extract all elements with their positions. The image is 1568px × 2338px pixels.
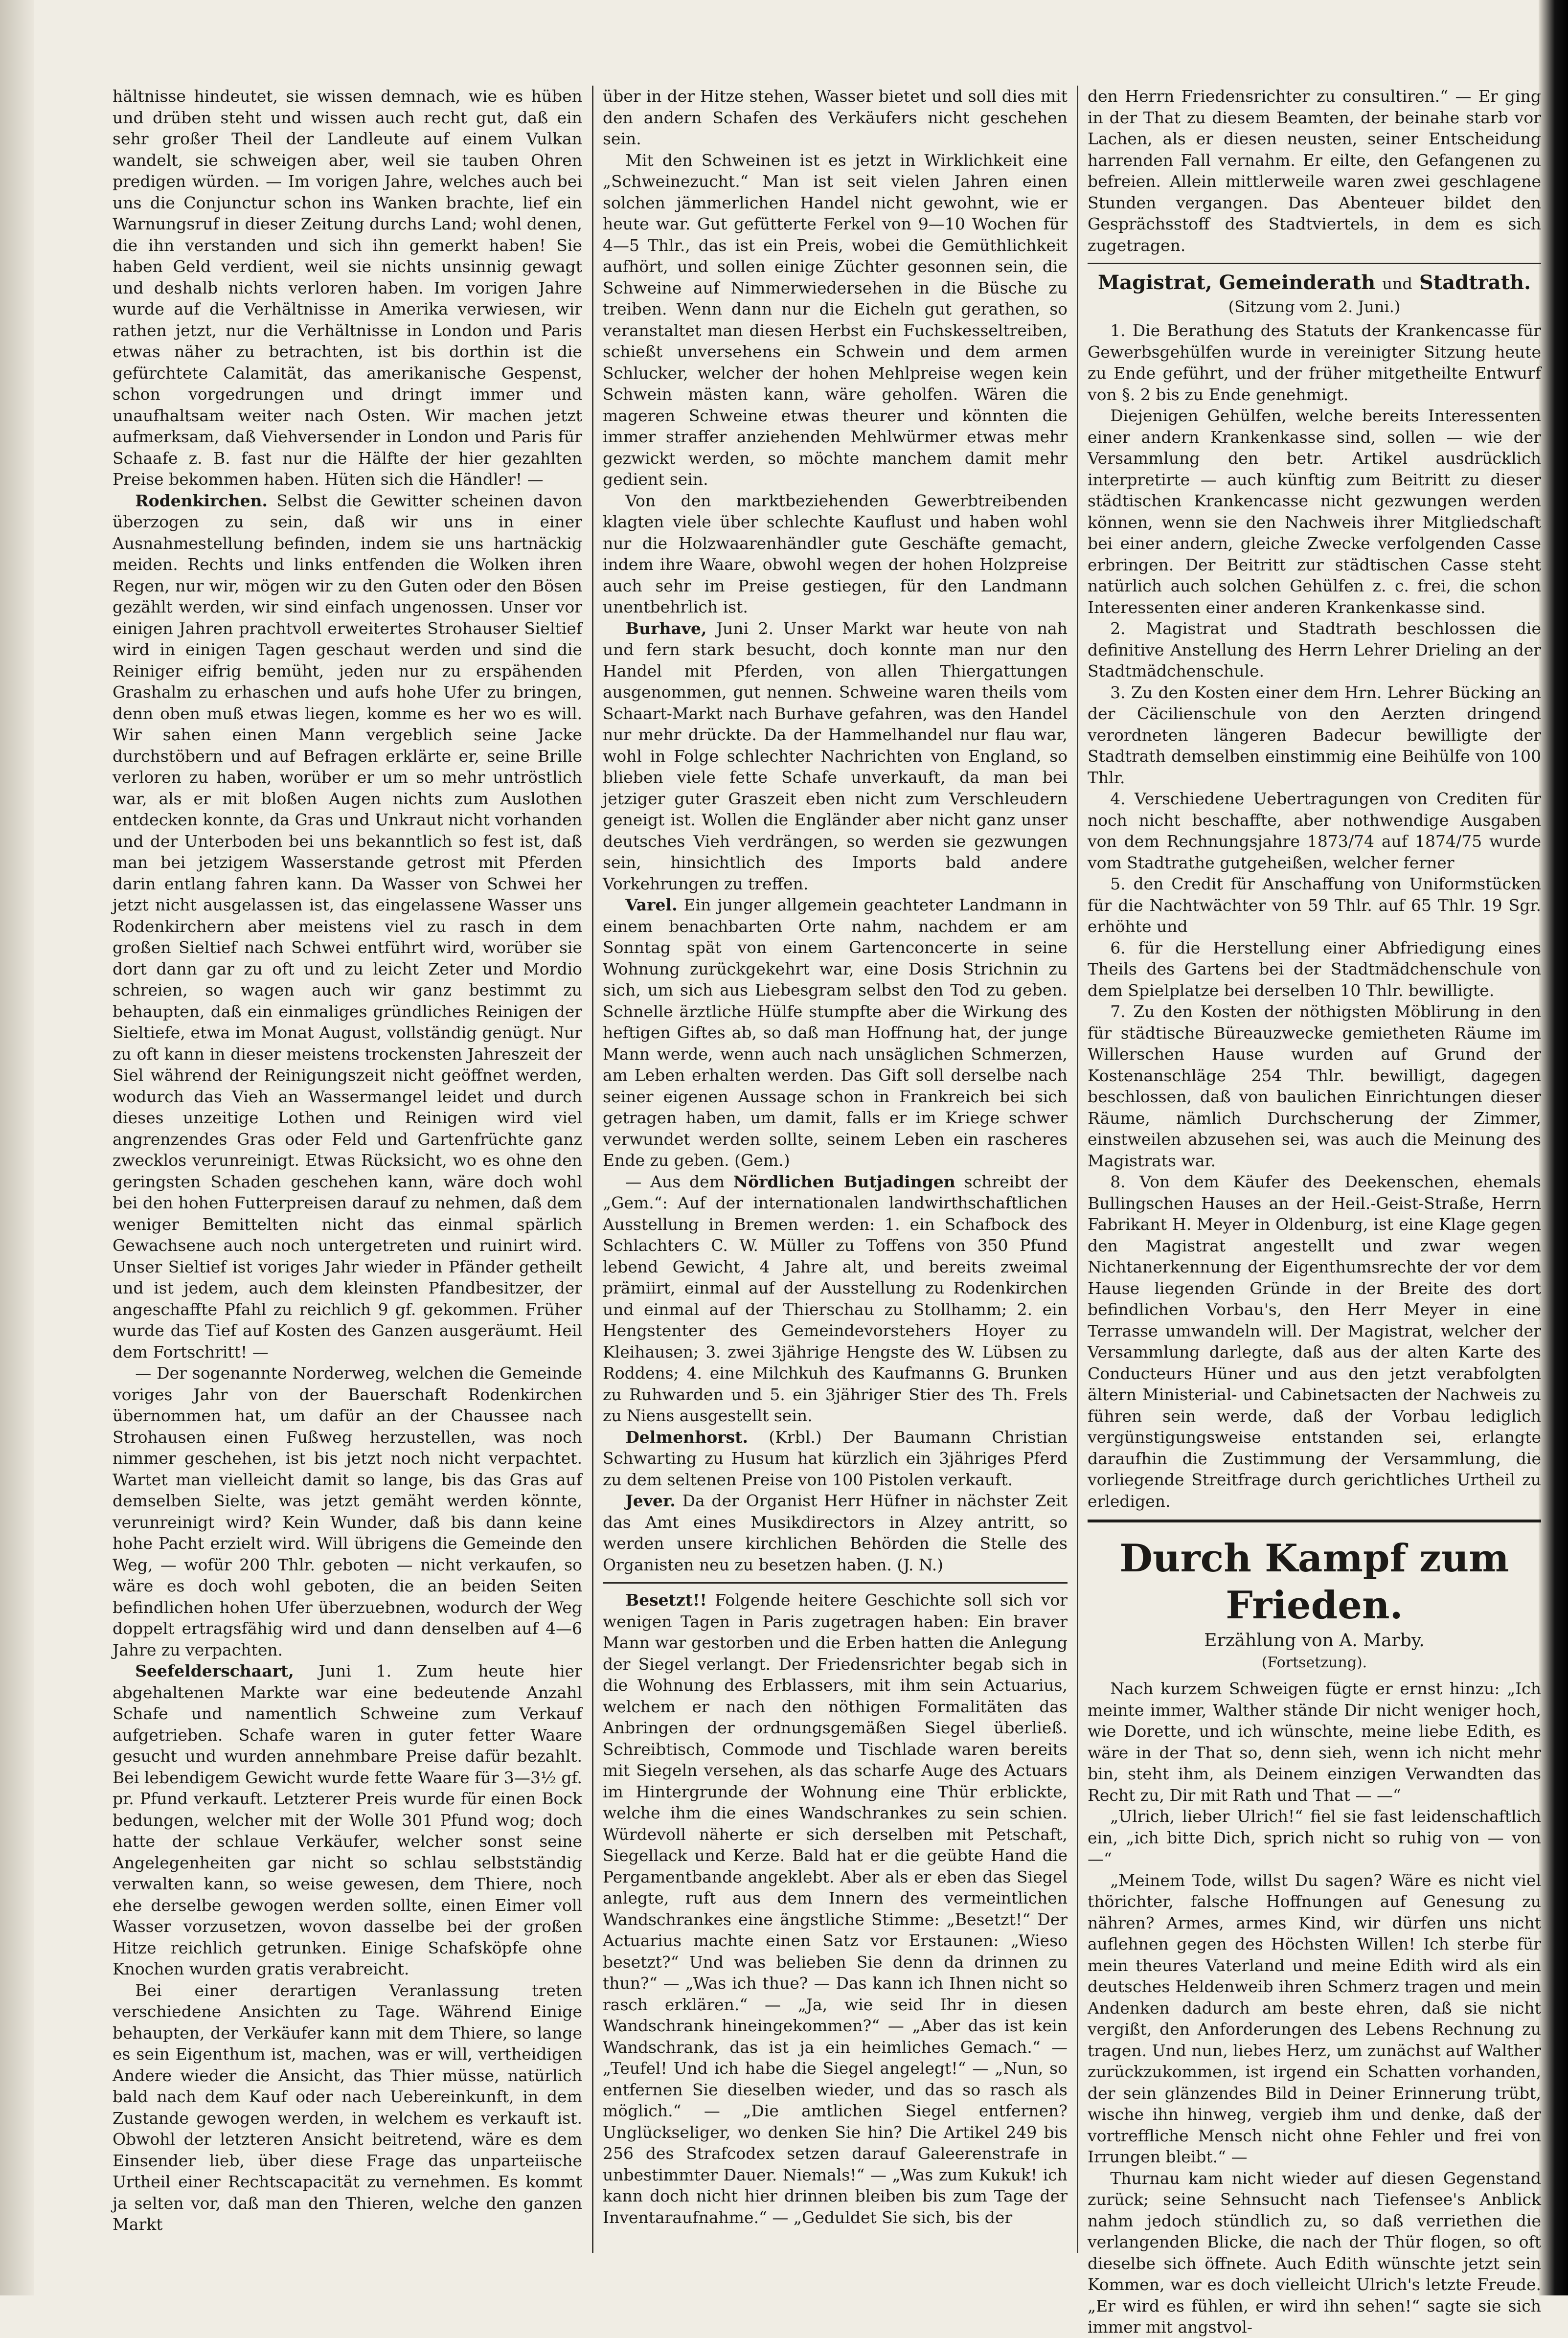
article-text: 7. Zu den Kosten der nöthigsten Möblirung in den für städtische Büreauzwecke gemietheten Räume im Willerschen Hause wurden auf Grund der Kostenanschläge 254 Thlr. bewilligt, dagegen beschlossen, daß von baulichen Einrichtungen dieser Räume, nämlich Durchscherung der Zimmer, einstweilen abzusehen sei, was auch die Meinung des Magistrats war. — [1088, 1002, 1541, 1170]
article-text: — Aus dem — [625, 1172, 725, 1191]
article-paragraph — [603, 1171, 1068, 1427]
article-text: 5. den Credit für Anschaffung von Uniformstücken für die Nachtwächter von 59 Thlr. auf 65 Thlr. 19 Sgr. erhöhte und — [1088, 874, 1541, 936]
serial-continuation-note: (Fortsetzung). — [1261, 1654, 1367, 1671]
article-text: 1. Die Berathung des Statuts der Krankencasse für Gewerbsgehülfen wurde in vereinigter Sitzung heute zu Ende geführt, und der früher mitgetheilte Entwurf von §. 2 bis zu Ende genehmigt. — [1088, 321, 1541, 404]
article-text: Folgende heitere Geschichte soll sich vor wenigen Tagen in Paris zugetragen haben: Ein braver Mann war gestorben und die Erben hatten die Anlegung der Siegel verlangt. Der Friedensrichter begab sich in die Wohnung des Erblassers, mit ihm sein Actuarius, welchem er nach den nöthigen Formalitäten das Anbringen der ordnungsgemäßen Siegel überließ. Schreibtisch, Commode und Tischlade waren bereits mit Siegeln versehen, als das scharfe Auge des Actuars im Hintergrunde der Wohnung eine Thür erblickte, welche ihm die eines Wandschrankes zu sein schien. Würdevoll näherte er sich derselben mit Petschaft, Siegellack und Kerze. Bald hat er die geübte Hand die Pergamentbande angeklebt. Aber als er eben das Siegel anlegte, ruft aus dem Innern des vermeintlichen Wandschrankes eine ängstliche Stimme: „Besetzt!“ Der Actuarius machte einen Satz vor Erstaunen: „Wieso besetzt?“ Und was belieben Sie denn da drinnen zu thun?“ — „Was ich thue? — Das kann ich Ihnen nicht so rasch erklären.“ — „Ja, wie seid Ihr in diesen Wandschrank hineingekommen?“ — „Aber das ist kein Wandschrank, das ist ja ein heimliches Gemach.“ — „Teufel! Und ich habe die Siegel angelegt!“ — „Nun, so entfernen Sie dieselben wieder, und das so rasch als möglich.“ — „Die amtlichen Siegel entfernen? Unglückseliger, wo denken Sie hin? Die Artikel 249 bis 256 des Strafcodex setzen darauf Galeerenstrafe in unbestimmter Dauer. Niemals!“ — „Was zum Kukuk! ich kann doch nicht hier drinnen bleiben bis zum Tage der Inventaraufnahme.“ — „Geduldet Sie sich, bis der — [603, 1590, 1068, 2227]
article-paragraph — [603, 894, 1068, 1171]
section-heading-part: Magistrat, Gemeinderath — [1097, 271, 1376, 294]
article-text: Juni 2. Unser Markt war heute von nah und fern stark besucht, doch konnte man nur den Handel mit Pferden, von allen Thiergattungen ausgenommen, gut nennen. Schweine waren theils vom Schaart-Markt nach Burhave gefahren, was den Handel nur mehr drückte. Da der Hammelhandel nur flau war, wohl in Folge schlechter Nachrichten von England, so blieben viele fette Schafe unverkauft, da man bei jetziger guter Graszeit eben nicht zum Verschleudern geneigt ist. Wollen die Engländer aber nicht ganz unser deutsches Vieh verdrängen, so werden sie gezwungen sein, hinsichtlich des Imports bald andere Vorkehrungen zu treffen. — [603, 618, 1068, 893]
story-paragraph: Thurnau kam nicht wieder auf diesen Gegenstand zurück; seine Sehnsucht nach Tiefensee's Anblick nahm jedoch stündlich zu, so daß verriethen die verlangenden Blicke, die nach der Thür flogen, so oft dieselbe sich öffnete. Auch Edith wünschte jetzt sein Kommen, war es doch vielleicht Ulrich's letzte Freude. „Er wird es fühlen, er wird ihn sehen!“ sagte sie sich immer mit angstvol- — [1088, 2168, 1541, 2337]
article-text: Von den marktbeziehenden Gewerbtreibenden klagten viele über schlechte Kauflust und haben wohl nur die Holzwaarenhändler gute Geschäfte gemacht, indem ihre Waare, obwohl wegen der hohen Holzpreise auch sehr im Preise gestiegen, für den Landmann unentbehrlich ist. — [603, 491, 1068, 616]
newspaper-page — [113, 86, 1541, 2337]
article-separator — [1088, 263, 1541, 264]
article-dateline: Rodenkirchen. — [135, 491, 268, 510]
article-paragraph — [603, 1427, 1068, 1491]
column-rule — [592, 86, 593, 2253]
article-text: 8. Von dem Käufer des Deekenschen, ehemals Bullingschen Hauses an der Heil.-Geist-Straße, Herrn Fabrikant H. Meyer in Oldenburg, ist eine Klage gegen den Magistrat angestellt und zwar wegen Nichtanerkennung der Eigenthumsrechte der vor dem Hause liegenden Gründe in der Breite des dort befindlichen Vorbau's, den Herr Meyer in eine Terrasse umwandeln will. Der Magistrat, welcher der Versammlung darlegte, daß aus der alten Karte des Conducteurs Hüner und aus den jetzt verabfolgten ältern Ministerial- und Cabinetsacten der Nachweis zu führen sein werde, daß der Vorbau lediglich vergünstigungsweise entstanden sei, erlangte daraufhin die Zustimmung der Versammlung, die vorliegende Streitfrage durch gerichtliches Urtheil zu erledigen. — [1088, 1172, 1541, 1511]
serial-author: Erzählung von A. Marby. — [1204, 1631, 1425, 1651]
column-1 — [113, 86, 582, 2253]
column-3 — [1088, 86, 1541, 2337]
article-text: Diejenigen Gehülfen, welche bereits Interessenten einer andern Krankenkasse sind, sollen — wie der Versammlung den betr. Artikel ausdrücklich interpretirte — auch künftig zum Beitritt zu dieser städtischen Krankencasse nicht gezwungen werden können, wenn sie den Nachweis ihrer Mitgliedschaft bei einer andern, gleiche Zwecke verfolgenden Casse erbringen. Der Beitritt zur städtischen Casse steht natürlich auch solchen Gehülfen z. c. frei, die schon Interessenten einer anderen Krankenkasse sind. — [1088, 406, 1541, 617]
story-paragraph: „Meinem Tode, willst Du sagen? Wäre es nicht viel thörichter, falsche Hoffnungen auf Genesung zu nähren? Armes, armes Kind, wir dürfen uns nicht auflehnen gegen des Höchsten Willen! Ich sterbe für mein theures Vaterland und meine Edith wird als ein deutsches Heldenweib ihren Schmerz tragen und mein Andenken dadurch am beste ehren, daß sie nicht vergißt, den Anforderungen des Lebens Rechnung zu tragen. Und nun, liebes Herz, um zunächst auf Walther zurückzukommen, ist irgend ein Schatten vorhanden, der sein glänzendes Bild in Deiner Erinnerung trübt, wische ihn hinweg, vergieb ihm und denke, daß der vortreffliche Mensch nicht ohne Fehler und frei von Irrungen bleibt.“ — — [1088, 1870, 1541, 2166]
story-paragraph: Nach kurzem Schweigen fügte er ernst hinzu: „Ich meinte immer, Walther stände Dir nicht weniger hoch, wie Dorette, und ich wünschte, meine liebe Edith, es wäre in der That so, denn sieh, wenn ich nicht mehr bin, steht ihm, als Deinem einzigen Verwandten das Recht zu, Dir mit Rath und That — —“ — [1088, 1679, 1541, 1805]
article-text: 6. für die Herstellung einer Abfriedigung eines Theils des Gartens bei der Stadtmädchenschule von dem Spielplatze bei derselben 10 Thlr. bewilligte. — [1088, 938, 1541, 1000]
column-2 — [603, 86, 1068, 2253]
article-text: Ein junger allgemein geachteter Landmann in einem benachbarten Orte nahm, nachdem er am Sonntag spät von einem Gartenconcerte in seine Wohnung zurückgekehrt war, eine Dosis Strichnin zu sich, um sich aus Liebesgram selbst den Tod zu geben. Schnelle ärztliche Hülfe stumpfte aber die Wirkung des heftigen Giftes ab, so daß man Hoffnung hat, der junge Mann werde, wenn auch nach unsäglichen Schmerzen, am Leben erhalten werden. Das Gift soll derselbe nach seiner eigenen Aussage schon in Frankreich bei sich getragen haben, um damit, falls er im Kriege schwer verwundet werden sollte, seinem Leben ein rascheres Ende zu geben. (Gem.) — [603, 895, 1068, 1170]
article-dateline: Nördlichen Butjadingen — [733, 1172, 955, 1191]
article-paragraph — [113, 490, 582, 1363]
article-paragraph — [603, 1490, 1068, 1575]
serial-title: Durch Kampf zum Frieden. — [1119, 1536, 1509, 1628]
session-date: (Sitzung vom 2. Juni.) — [1228, 297, 1401, 316]
article-text: 3. Zu den Kosten einer dem Hrn. Lehrer Bücking an der Cäcilienschule von den Aerzten dringend verordneten längeren Badecur bewilligte der Stadtrath demselben einstimmig eine Beihülfe von 100 Thlr. — [1088, 682, 1541, 787]
article-text: — Der sogenannte Norderweg, welchen die Gemeinde voriges Jahr von der Bauerschaft Rodenkirchen übernommen hat, um dafür an der Chaussee nach Strohausen einen Fußweg herzustellen, was noch nimmer geschehen, ist bis jetzt noch nicht verpachtet. Wartet man vielleicht damit so lange, bis das Gras auf demselben Sielte, was jetzt gemäht werden könnte, verunreinigt wird? Kein Wunder, daß bis dann keine hohe Pacht erzielt wird. Will übrigens die Gemeinde den Weg, — wofür 200 Thlr. geboten — nicht verkaufen, so wäre es doch wohl geboten, die an beiden Seiten befindlichen hohen Ufer überzuebnen, wodurch der Weg doppelt ertragsfähig wird und dann denselben auf 4—6 Jahre zu verpachten. — [113, 1363, 582, 1659]
article-paragraph — [113, 1660, 582, 1980]
page-binding-shadow — [0, 0, 34, 2295]
article-dateline: Varel. — [625, 895, 678, 914]
article-dateline: Delmenhorst. — [625, 1427, 748, 1447]
article-dateline: Burhave, — [625, 618, 707, 638]
story-paragraph: „Ulrich, lieber Ulrich!“ fiel sie fast leidenschaftlich ein, „ich bitte Dich, sprich nicht so ruhig von — von —“ — [1088, 1807, 1541, 1868]
article-text: Da der Organist Herr Hüfner in nächster Zeit das Amt eines Musikdirectors in Alzey antritt, so werden unsere kirchlichen Behörden die Stelle des Organisten neu zu besetzen haben. (J. N.) — [603, 1491, 1068, 1574]
article-text: über in der Hitze stehen, Wasser bietet und soll dies mit den andern Schafen des Verkäufers nicht geschehen sein. — [603, 87, 1068, 148]
article-text: (Krbl.) Der Baumann Christian Schwarting zu Husum hat kürzlich ein 3jähriges Pferd zu dem seltenen Preise von 100 Pistolen verkauft. — [603, 1427, 1068, 1489]
section-heading-part: Stadtrath. — [1419, 271, 1531, 294]
article-dateline: Jever. — [625, 1491, 676, 1510]
article-text: 2. Magistrat und Stadtrath beschlossen die definitive Anstellung des Herrn Lehrer Drieling an der Stadtmädchenschule. — [1088, 619, 1541, 681]
article-dateline: Seefelderschaart, — [135, 1661, 294, 1680]
column-rule — [1077, 86, 1078, 2253]
article-text: hältnisse hindeutet, sie wissen demnach, wie es hüben und drüben steht und wissen auch recht gut, daß ein sehr großer Theil der Landleute auf einem Vulkan wandelt, sie schweigen aber, weil sie tauben Ohren predigen würden. — Im vorigen Jahre, welches auch bei uns die Conjunctur schon ins Wanken brachte, lief ein Warnungsruf in dieser Zeitung durchs Land; wohl denen, die ihn verstanden und sich ihn gemerkt haben! Sie haben Geld verdient, weil sie nichts unsinnig gewagt und deshalb nichts verloren haben. Im vorigen Jahre wurde auf die Verhältnisse in Amerika verwiesen, wir rathen jetzt, nur die Verhältnisse in London und Paris etwas näher zu betrachten, ist bis dorthin ist die gefürchtete Calamität, das amerikanische Gespenst, schon vorgedrungen und dringt immer und unaufhaltsam weiter nach Osten. Wir machen jetzt aufmerksam, daß Viehversender in London und Paris für Schaafe z. B. fast nur die Hälfte der hier gezahlten Preise bekommen haben. Hüten sich die Händler! — — [113, 87, 582, 489]
article-text: Juni 1. Zum heute hier abgehaltenen Markte war eine bedeutende Anzahl Schafe und namentlich Schweine zum Verkauf aufgetrieben. Schafe waren in guter fetter Waare gesucht und wurden annehmbare Preise dafür bezahlt. Bei lebendigem Gewicht wurde fette Waare für 3—3½ gf. pr. Pfund verkauft. Letzterer Preis wurde für einen Bock bedungen, welcher mit der Wolle 301 Pfund wog; doch hatte der schlaue Verkäufer, welcher sonst seine Angelegenheiten gar nicht so schlau selbstständig verwalten kann, so weise gewesen, dem Thiere, noch ehe derselbe gewogen werden sollte, einen Eimer voll Wasser vorzusetzen, wovon dasselbe bei der großen Hitze reichlich getrunken. Einige Schafsköpfe ohne Knochen wurden gratis verabreicht. — [113, 1661, 582, 1978]
article-text: Selbst die Gewitter scheinen davon überzogen zu sein, daß wir uns in einer Ausnahmestellung befinden, indem sie uns hartnäckig meiden. Rechts und links entfenden die Wolken ihren Regen, nur wir, mögen wir zu den Guten oder den Bösen gezählt werden, wir sind einfach ungenossen. Unser vor einigen Jahren prachtvoll erweitertes Strohauser Sieltief wird in einigen Tagen geschaut werden und sind die Reiniger eifrig bemüht, jeden nur zu erspähenden Grashalm zu erhaschen und aufs hohe Ufer zu bringen, denn oben muß etwas liegen, komme es her wo es will. Wir sahen einen Mann vergeblich seine Jacke durchstöbern und auf Befragen erklärte er, seine Brille verloren zu haben, worüber er um so mehr untröstlich war, als er mit bloßen Augen nichts zum Auslothen entdecken konnte, da Gras und Unkraut nicht vorhanden und der Unterboden bei uns bekanntlich so fest ist, daß man bei jetzigem Wasserstande getrost mit Pferden darin entlang fahren kann. Da Wasser von Schwei her jetzt nicht ausgelassen ist, das eingelassene Wasser uns Rodenkirchern aber meistens viel zu rasch in dem großen Sieltief nach Schwei entführt wird, worüber sie dort dann gar zu oft und zu leicht Zeter und Mordio schreien, so wagen auch wir ganz bestimmt zu behaupten, daß ein einmaliges gründliches Reinigen der Sieltiefe, etwa im Monat August, vollständig genügt. Nur zu oft kann in dieser meistens trockensten Jahreszeit der Siel während der Reinigungszeit nicht geöffnet werden, wodurch das Vieh an Wassermangel leidet und durch dieses unzeitige Lothen und Reinigen wird viel angrenzendes Gras oder Feld und Gartenfrüchte ganz zwecklos verunreinigt. Etwas Rücksicht, wo es ohne den geringsten Schaden geschehen kann, wäre doch wohl bei den hohen Futterpreisen darauf zu nehmen, daß dem weniger Bemittelten nicht das einmal spärlich Gewachsene auch noch untergetreten und ruinirt wird. Unser Sieltief ist voriges Jahr wieder in Pfänder getheilt und ist jedem, auch dem kleinsten Pfandbesitzer, der angeschaffte Pfahl zu reichlich 9 gf. gekommen. Früher wurde das Tief auf Kosten des Ganzen ausgeräumt. Heil dem Fortschritt! — — [113, 491, 582, 1362]
article-text: schreibt der „Gem.“: Auf der internationalen landwirthschaftlichen Ausstellung in Bremen werden: 1. ein Schafbock des Schlachters C. W. Müller zu Toffens von 350 Pfund lebend Gewicht, 4 Jahre alt, und bereits zweimal prämiirt, einmal auf der Ausstellung zu Rodenkirchen und einmal auf der Thierschau zu Stollhamm; 2. ein Hengstenter des Gemeindevorstehers Hoyer zu Kleihausen; 3. zwei 3jährige Hengste des W. Lübsen zu Roddens; 4. eine Milchkuh des Kaufmanns G. Brunken zu Ruhwarden und 5. ein 3jähriger Stier des Th. Frels zu Niens ausgestellt sein. — [603, 1172, 1068, 1425]
section-heading — [1088, 270, 1541, 296]
article-separator — [603, 1582, 1068, 1584]
article-paragraph — [603, 618, 1068, 895]
page-edge-shadow — [1539, 0, 1568, 2295]
article-text: Mit den Schweinen ist es jetzt in Wirklichkeit eine „Schweinezucht.“ Man ist seit vielen Jahren einen solchen jämmerlichen Handel nicht gewohnt, wie er heute war. Gut gefütterte Ferkel von 9—10 Wochen für 4—5 Thlr., das ist ein Preis, wobei die Gemüthlichkeit aufhört, und sollen einige Züchter gesonnen sein, die Schweine auf Nimmerwiedersehen in die Büsche zu treiben. Wenn dann nur die Eicheln gut gerathen, so veranstaltet man diesen Herbst ein Fuchskesseltreiben, schießt unversehens ein Schwein und dem armen Schlucker, welcher der hohen Mehlpreise wegen kein Schwein mästen kann, wäre geholfen. Wären die mageren Schweine etwas theurer und könnten die immer straffer anziehenden Mehlwürmer etwas mehr gezwickt werden, so möchte manchem damit mehr gedient sein. — [603, 150, 1068, 489]
article-text: Bei einer derartigen Veranlassung treten verschiedene Ansichten zu Tage. Während Einige behaupten, der Verkäufer kann mit dem Thiere, so lange es sein Eigenthum ist, machen, was er will, vertheidigen Andere wieder die Ansicht, das Thier müsse, natürlich bald nach dem Kauf oder nach Uebereinkunft, in dem Zustande gewogen werden, in welchem es verkauft ist. Obwohl der letzteren Ansicht beitretend, wäre es dem Einsender lieb, über diese Frage das unparteiische Urtheil einer Rechtscapacität zu vernehmen. Es kommt ja selten vor, daß man den Thieren, welche den ganzen Markt — [113, 1980, 582, 2234]
article-paragraph — [603, 1589, 1068, 2228]
article-dateline: Besetzt!! — [625, 1590, 707, 1610]
article-text: den Herrn Friedensrichter zu consultiren.“ — Er ging in der That zu diesem Beamten, der beinahe starb vor Lachen, als er diesen neusten, seiner Entscheidung harrenden Fall vernahm. Er eilte, den Gefangenen zu befreien. Allein mittlerweile waren zwei geschlagene Stunden vergangen. Das Abenteuer bildet den Gesprächsstoff des Stadtviertels, in dem es sich zugetragen. — [1088, 87, 1541, 255]
section-separator — [1088, 1520, 1541, 1522]
article-text: 4. Verschiedene Uebertragungen von Crediten für noch nicht beschaffte, aber nothwendige Ausgaben von dem Rechnungsjahre 1873/74 auf 1874/75 wurde vom Stadtrathe gutgeheißen, welcher ferner — [1088, 789, 1541, 872]
section-heading-part: und — [1382, 274, 1412, 293]
